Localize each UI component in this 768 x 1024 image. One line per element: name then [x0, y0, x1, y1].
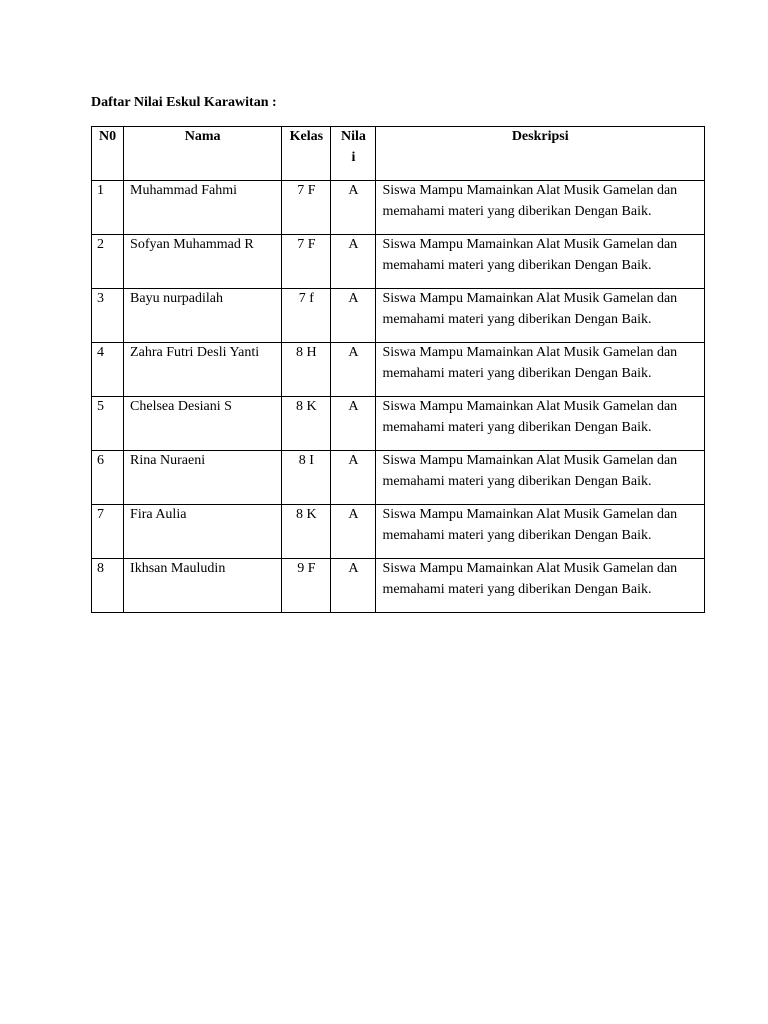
- cell-nama: Rina Nuraeni: [124, 451, 282, 505]
- grades-table: [91, 126, 705, 613]
- cell-kelas: 8 K: [282, 505, 331, 559]
- table-row: [92, 181, 705, 235]
- cell-nilai: A: [331, 505, 376, 559]
- cell-nilai: A: [331, 181, 376, 235]
- cell-kelas: 8 H: [282, 343, 331, 397]
- cell-no: 2: [92, 235, 124, 289]
- cell-nilai: A: [331, 451, 376, 505]
- table-row: [92, 451, 705, 505]
- table-row: [92, 397, 705, 451]
- cell-nama: Ikhsan Mauludin: [124, 559, 282, 613]
- cell-nilai: A: [331, 397, 376, 451]
- cell-nilai: A: [331, 289, 376, 343]
- cell-deskripsi: Siswa Mampu Mamainkan Alat Musik Gamelan dan memahami materi yang diberikan Dengan Baik.: [376, 289, 705, 343]
- cell-no: 4: [92, 343, 124, 397]
- cell-nama: Chelsea Desiani S: [124, 397, 282, 451]
- header-kelas: Kelas: [282, 127, 331, 181]
- cell-nama: Zahra Futri Desli Yanti: [124, 343, 282, 397]
- cell-kelas: 8 I: [282, 451, 331, 505]
- table-row: [92, 289, 705, 343]
- header-no: N0: [92, 127, 124, 181]
- table-row: [92, 559, 705, 613]
- table-header-row: [92, 127, 705, 181]
- cell-kelas: 7 F: [282, 181, 331, 235]
- cell-deskripsi: Siswa Mampu Mamainkan Alat Musik Gamelan dan memahami materi yang diberikan Dengan Baik.: [376, 397, 705, 451]
- cell-no: 5: [92, 397, 124, 451]
- cell-nama: Sofyan Muhammad R: [124, 235, 282, 289]
- cell-no: 1: [92, 181, 124, 235]
- cell-nilai: A: [331, 343, 376, 397]
- table-row: [92, 505, 705, 559]
- cell-nama: Fira Aulia: [124, 505, 282, 559]
- cell-deskripsi: Siswa Mampu Mamainkan Alat Musik Gamelan dan memahami materi yang diberikan Dengan Baik.: [376, 451, 705, 505]
- cell-nilai: A: [331, 559, 376, 613]
- table-row: [92, 235, 705, 289]
- cell-deskripsi: Siswa Mampu Mamainkan Alat Musik Gamelan dan memahami materi yang diberikan Dengan Baik.: [376, 559, 705, 613]
- cell-deskripsi: Siswa Mampu Mamainkan Alat Musik Gamelan dan memahami materi yang diberikan Dengan Baik.: [376, 181, 705, 235]
- cell-no: 6: [92, 451, 124, 505]
- cell-nilai: A: [331, 235, 376, 289]
- document-title: Daftar Nilai Eskul Karawitan :: [91, 95, 277, 110]
- cell-no: 8: [92, 559, 124, 613]
- cell-deskripsi: Siswa Mampu Mamainkan Alat Musik Gamelan dan memahami materi yang diberikan Dengan Baik.: [376, 343, 705, 397]
- header-deskripsi: Deskripsi: [376, 127, 705, 181]
- cell-nama: Bayu nurpadilah: [124, 289, 282, 343]
- header-nilai: Nilai: [331, 127, 376, 181]
- cell-no: 7: [92, 505, 124, 559]
- cell-deskripsi: Siswa Mampu Mamainkan Alat Musik Gamelan dan memahami materi yang diberikan Dengan Baik.: [376, 235, 705, 289]
- cell-deskripsi: Siswa Mampu Mamainkan Alat Musik Gamelan dan memahami materi yang diberikan Dengan Baik.: [376, 505, 705, 559]
- cell-kelas: 9 F: [282, 559, 331, 613]
- cell-no: 3: [92, 289, 124, 343]
- table-body: [92, 181, 705, 613]
- cell-kelas: 8 K: [282, 397, 331, 451]
- cell-kelas: 7 f: [282, 289, 331, 343]
- cell-kelas: 7 F: [282, 235, 331, 289]
- table-row: [92, 343, 705, 397]
- cell-nama: Muhammad Fahmi: [124, 181, 282, 235]
- header-nama: Nama: [124, 127, 282, 181]
